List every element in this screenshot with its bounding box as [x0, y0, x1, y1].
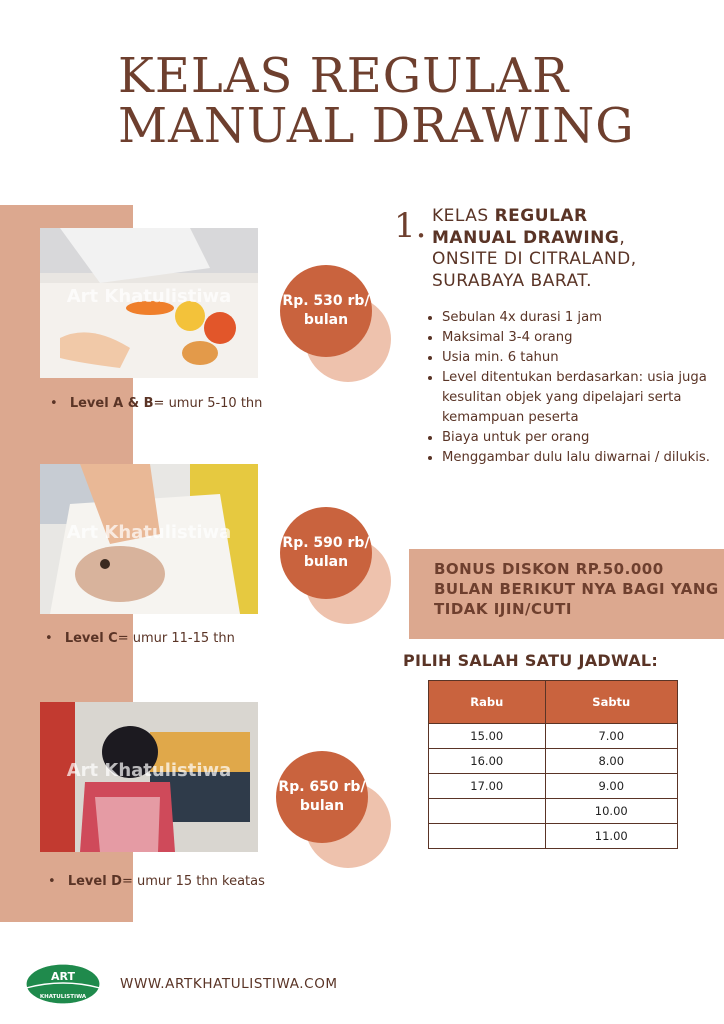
- price-badge-level-c: [280, 507, 372, 599]
- price-badge-level-d: [276, 751, 368, 843]
- table-cell: 8.00: [545, 749, 677, 774]
- table-row: [429, 774, 678, 799]
- heading-bold-regular: REGULAR: [494, 206, 588, 226]
- section-heading: [432, 206, 712, 292]
- price-period: bulan: [303, 554, 349, 570]
- photo-watermark: Art Khatulistiwa: [66, 760, 232, 781]
- header-rabu: Rabu: [429, 681, 546, 724]
- price-period: bulan: [303, 312, 349, 328]
- table-cell: 17.00: [429, 774, 546, 799]
- list-item: • Level ditentukan berdasarkan: usia juga kesulitan objek yang dipelajari serta kemampuan peserta: [442, 368, 724, 428]
- schedule-title: PILIH SALAH SATU JADWAL:: [403, 651, 659, 670]
- list-item: • Usia min. 6 tahun: [442, 348, 724, 368]
- schedule-table: [428, 680, 678, 849]
- level-name: Level A & B: [69, 396, 154, 411]
- heading-line4: SURABAYA BARAT.: [432, 270, 593, 291]
- section-number: 1.: [394, 206, 427, 246]
- table-cell: 11.00: [545, 824, 677, 849]
- list-item: • Sebulan 4x durasi 1 jam: [442, 308, 724, 328]
- table-header-row: [429, 681, 678, 724]
- photo-watermark: Art Khatulistiwa: [66, 286, 232, 307]
- price-amount: Rp. 650 rb/: [278, 779, 366, 796]
- heading-line3: ONSITE DI CITRALAND,: [432, 249, 637, 270]
- level-ab-label: [50, 396, 262, 411]
- list-item: • Menggambar dulu lalu diwarnai / dilukis.: [442, 448, 724, 468]
- photo-watermark: Art Khatulistiwa: [66, 522, 232, 543]
- table-cell: 9.00: [545, 774, 677, 799]
- price-amount: Rp. 590 rb/: [282, 535, 370, 552]
- level-d-label: [48, 874, 265, 889]
- bonus-banner: [409, 549, 724, 639]
- heading-bold-manual-drawing: MANUAL DRAWING: [432, 227, 620, 248]
- heading-prefix: KELAS: [432, 206, 495, 226]
- heading-comma: ,: [619, 227, 626, 248]
- page-title-line1: KELAS REGULAR: [118, 48, 570, 104]
- photo-level-c: [40, 464, 258, 614]
- table-row: [429, 724, 678, 749]
- table-cell: 10.00: [545, 799, 677, 824]
- list-item: • Maksimal 3-4 orang: [442, 328, 724, 348]
- header-sabtu: Sabtu: [545, 681, 677, 724]
- price-badge-level-ab: [280, 265, 372, 357]
- list-item: • Biaya untuk per orang: [442, 428, 724, 448]
- table-cell: [429, 824, 546, 849]
- footer-url[interactable]: WWW.ARTKHATULISTIWA.COM: [120, 976, 338, 992]
- photo-level-d: [40, 702, 258, 852]
- level-name: Level D: [67, 874, 122, 889]
- price-amount: Rp. 530 rb/: [282, 293, 370, 310]
- table-row: [429, 824, 678, 849]
- art-khatulistiwa-logo-icon: [24, 962, 102, 1006]
- level-c-label: [45, 631, 235, 646]
- page-title-line2: MANUAL DRAWING: [118, 98, 635, 154]
- table-row: [429, 749, 678, 774]
- photo-level-ab: [40, 228, 258, 378]
- level-age: = umur 11-15 thn: [117, 631, 235, 646]
- bonus-text: BONUS DISKON RP.50.000 BULAN BERIKUT NYA BAGI YANG TIDAK IJIN/CUTI: [434, 560, 719, 618]
- table-cell: 15.00: [429, 724, 546, 749]
- price-period: bulan: [299, 798, 345, 814]
- table-cell: 7.00: [545, 724, 677, 749]
- level-name: Level C: [64, 631, 118, 646]
- table-cell: [429, 799, 546, 824]
- table-row: [429, 799, 678, 824]
- level-age: = umur 5-10 thn: [153, 396, 263, 411]
- table-cell: 16.00: [429, 749, 546, 774]
- logo-top-text: ART: [51, 970, 75, 983]
- logo-bottom-text: KHATULISTIWA: [39, 994, 87, 1000]
- level-age: = umur 15 thn keatas: [121, 874, 265, 889]
- feature-list: [422, 308, 724, 468]
